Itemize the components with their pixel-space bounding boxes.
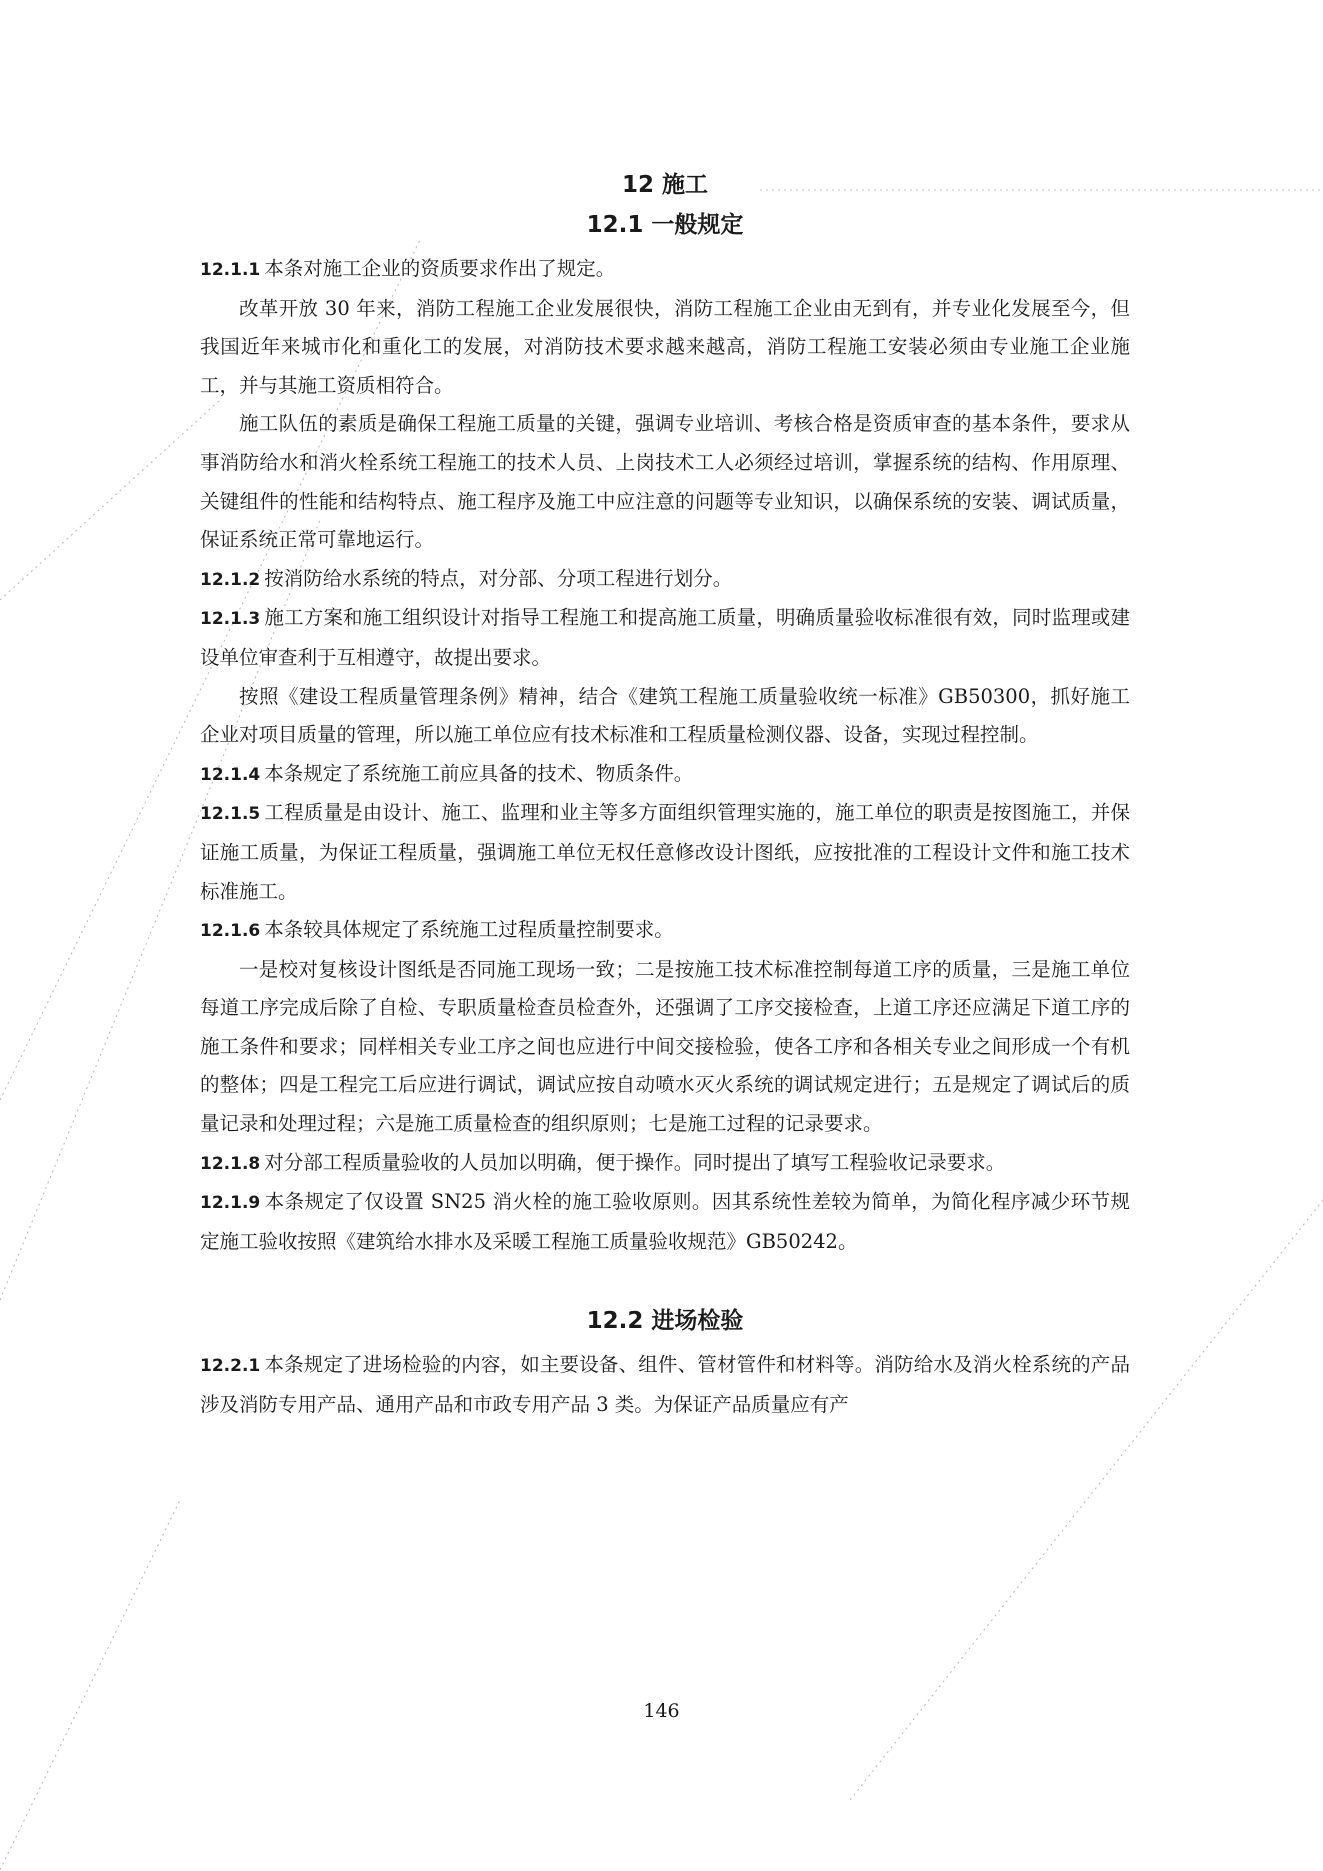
clause-paragraph (200, 911, 1130, 951)
body-paragraph (200, 290, 1130, 406)
section-title-12-1: 12.1 一般规定 (586, 212, 744, 238)
paragraph-text: 对分部工程质量验收的人员加以明确，便于操作。同时提出了填写工程验收记录要求。 (264, 1150, 1006, 1174)
clause-paragraph (200, 794, 1130, 911)
paragraph-text: 施工队伍的素质是确保工程施工质量的关键，强调专业培训、考核合格是资质审查的基本条件，要求从事消防给水和消火栓系统工程施工的技术人员、上岗技术工人必须经过培训，掌握系统的结构、作用原理、关键组件的性能和结构特点、施工程序及施工中应注意的问题等专业知识，以确保系统的安装、调试质量，保证系统正常可靠地运行。 (200, 412, 1130, 552)
clause-paragraph (200, 560, 1130, 600)
paragraph-text: 改革开放 30 年来，消防工程施工企业发展很快，消防工程施工企业由无到有，并专业化发展至今，但我国近年来城市化和重化工的发展，对消防技术要求越来越高，消防工程施工安装必须由专业施工企业施工，并与其施工资质相符合。 (200, 296, 1130, 397)
section-body-12-1 (200, 250, 1130, 1261)
clause-number: 12.1.6 (200, 921, 261, 942)
clause-paragraph (200, 1183, 1130, 1261)
clause-paragraph (200, 755, 1130, 795)
body-paragraph (200, 951, 1130, 1144)
clause-paragraph (200, 1144, 1130, 1184)
paragraph-text: 按照《建设工程质量管理条例》精神，结合《建筑工程施工质量验收统一标准》GB50300，抓好施工企业对项目质量的管理，所以施工单位应有技术标准和工程质量检测仪器、设备，实现过程控制。 (200, 684, 1130, 747)
body-paragraph (200, 678, 1130, 755)
chapter-title: 12 施工 (621, 172, 708, 198)
clause-number: 12.1.1 (200, 260, 261, 280)
clause-number: 12.1.9 (200, 1193, 261, 1214)
clause-number: 12.1.2 (200, 569, 261, 590)
clause-paragraph (200, 250, 1130, 290)
clause-number: 12.1.5 (200, 804, 261, 825)
paragraph-text: 施工方案和施工组织设计对指导工程施工和提高施工质量，明确质量验收标准很有效，同时监理或建设单位审查利于互相遵守，故提出要求。 (200, 606, 1130, 669)
paragraph-text: 一是校对复核设计图纸是否同施工现场一致；二是按施工技术标准控制每道工序的质量，三是施工单位每道工序完成后除了自检、专职质量检查员检查外，还强调了工序交接检查，上道工序还应满足下道工序的施工条件和要求；同样相关专业工序之间也应进行中间交接检验，使各工序和各相关专业之间形成一个有机的整体；四是工程完工后应进行调试，调试应按自动喷水灭火系统的调试规定进行；五是规定了调试后的质量记录和处理过程；六是施工质量检查的组织原则；七是施工过程的记录要求。 (200, 957, 1130, 1136)
section-title-12-2: 12.2 进场检验 (586, 1308, 744, 1335)
paragraph-text: 本条规定了仅设置 SN25 消火栓的施工验收原则。因其系统性差较为简单，为简化程序减少环节规定施工验收按照《建筑给水排水及采暖工程施工质量验收规范》GB50242。 (200, 1190, 1130, 1253)
paragraph-text: 本条对施工企业的资质要求作出了规定。 (264, 257, 616, 280)
clause-number: 12.1.4 (200, 764, 261, 785)
paragraph-text: 本条规定了系统施工前应具备的技术、物质条件。 (264, 761, 694, 785)
paragraph-text: 本条较具体规定了系统施工过程质量控制要求。 (264, 918, 674, 942)
paragraph-text: 按消防给水系统的特点，对分部、分项工程进行划分。 (264, 566, 733, 590)
clause-paragraph (200, 599, 1130, 677)
clause-number: 12.1.3 (200, 609, 261, 630)
clause-number: 12.2.1 (200, 1356, 261, 1377)
body-paragraph (200, 405, 1130, 559)
paragraph-text: 工程质量是由设计、施工、监理和业主等多方面组织管理实施的，施工单位的职责是按图施工，并保证施工质量，为保证工程质量，强调施工单位无权任意修改设计图纸，应按批准的工程设计文件和施工技术标准施工。 (200, 801, 1130, 903)
clause-number: 12.1.8 (200, 1153, 261, 1174)
clause-paragraph (200, 1346, 1130, 1424)
section-body-12-2 (200, 1346, 1130, 1424)
page-number: 146 (643, 1700, 680, 1722)
paragraph-text: 本条规定了进场检验的内容，如主要设备、组件、管材管件和材料等。消防给水及消火栓系统的产品涉及消防专用产品、通用产品和市政专用产品 3 类。为保证产品质量应有产 (200, 1353, 1130, 1417)
document-body (200, 150, 1130, 1425)
